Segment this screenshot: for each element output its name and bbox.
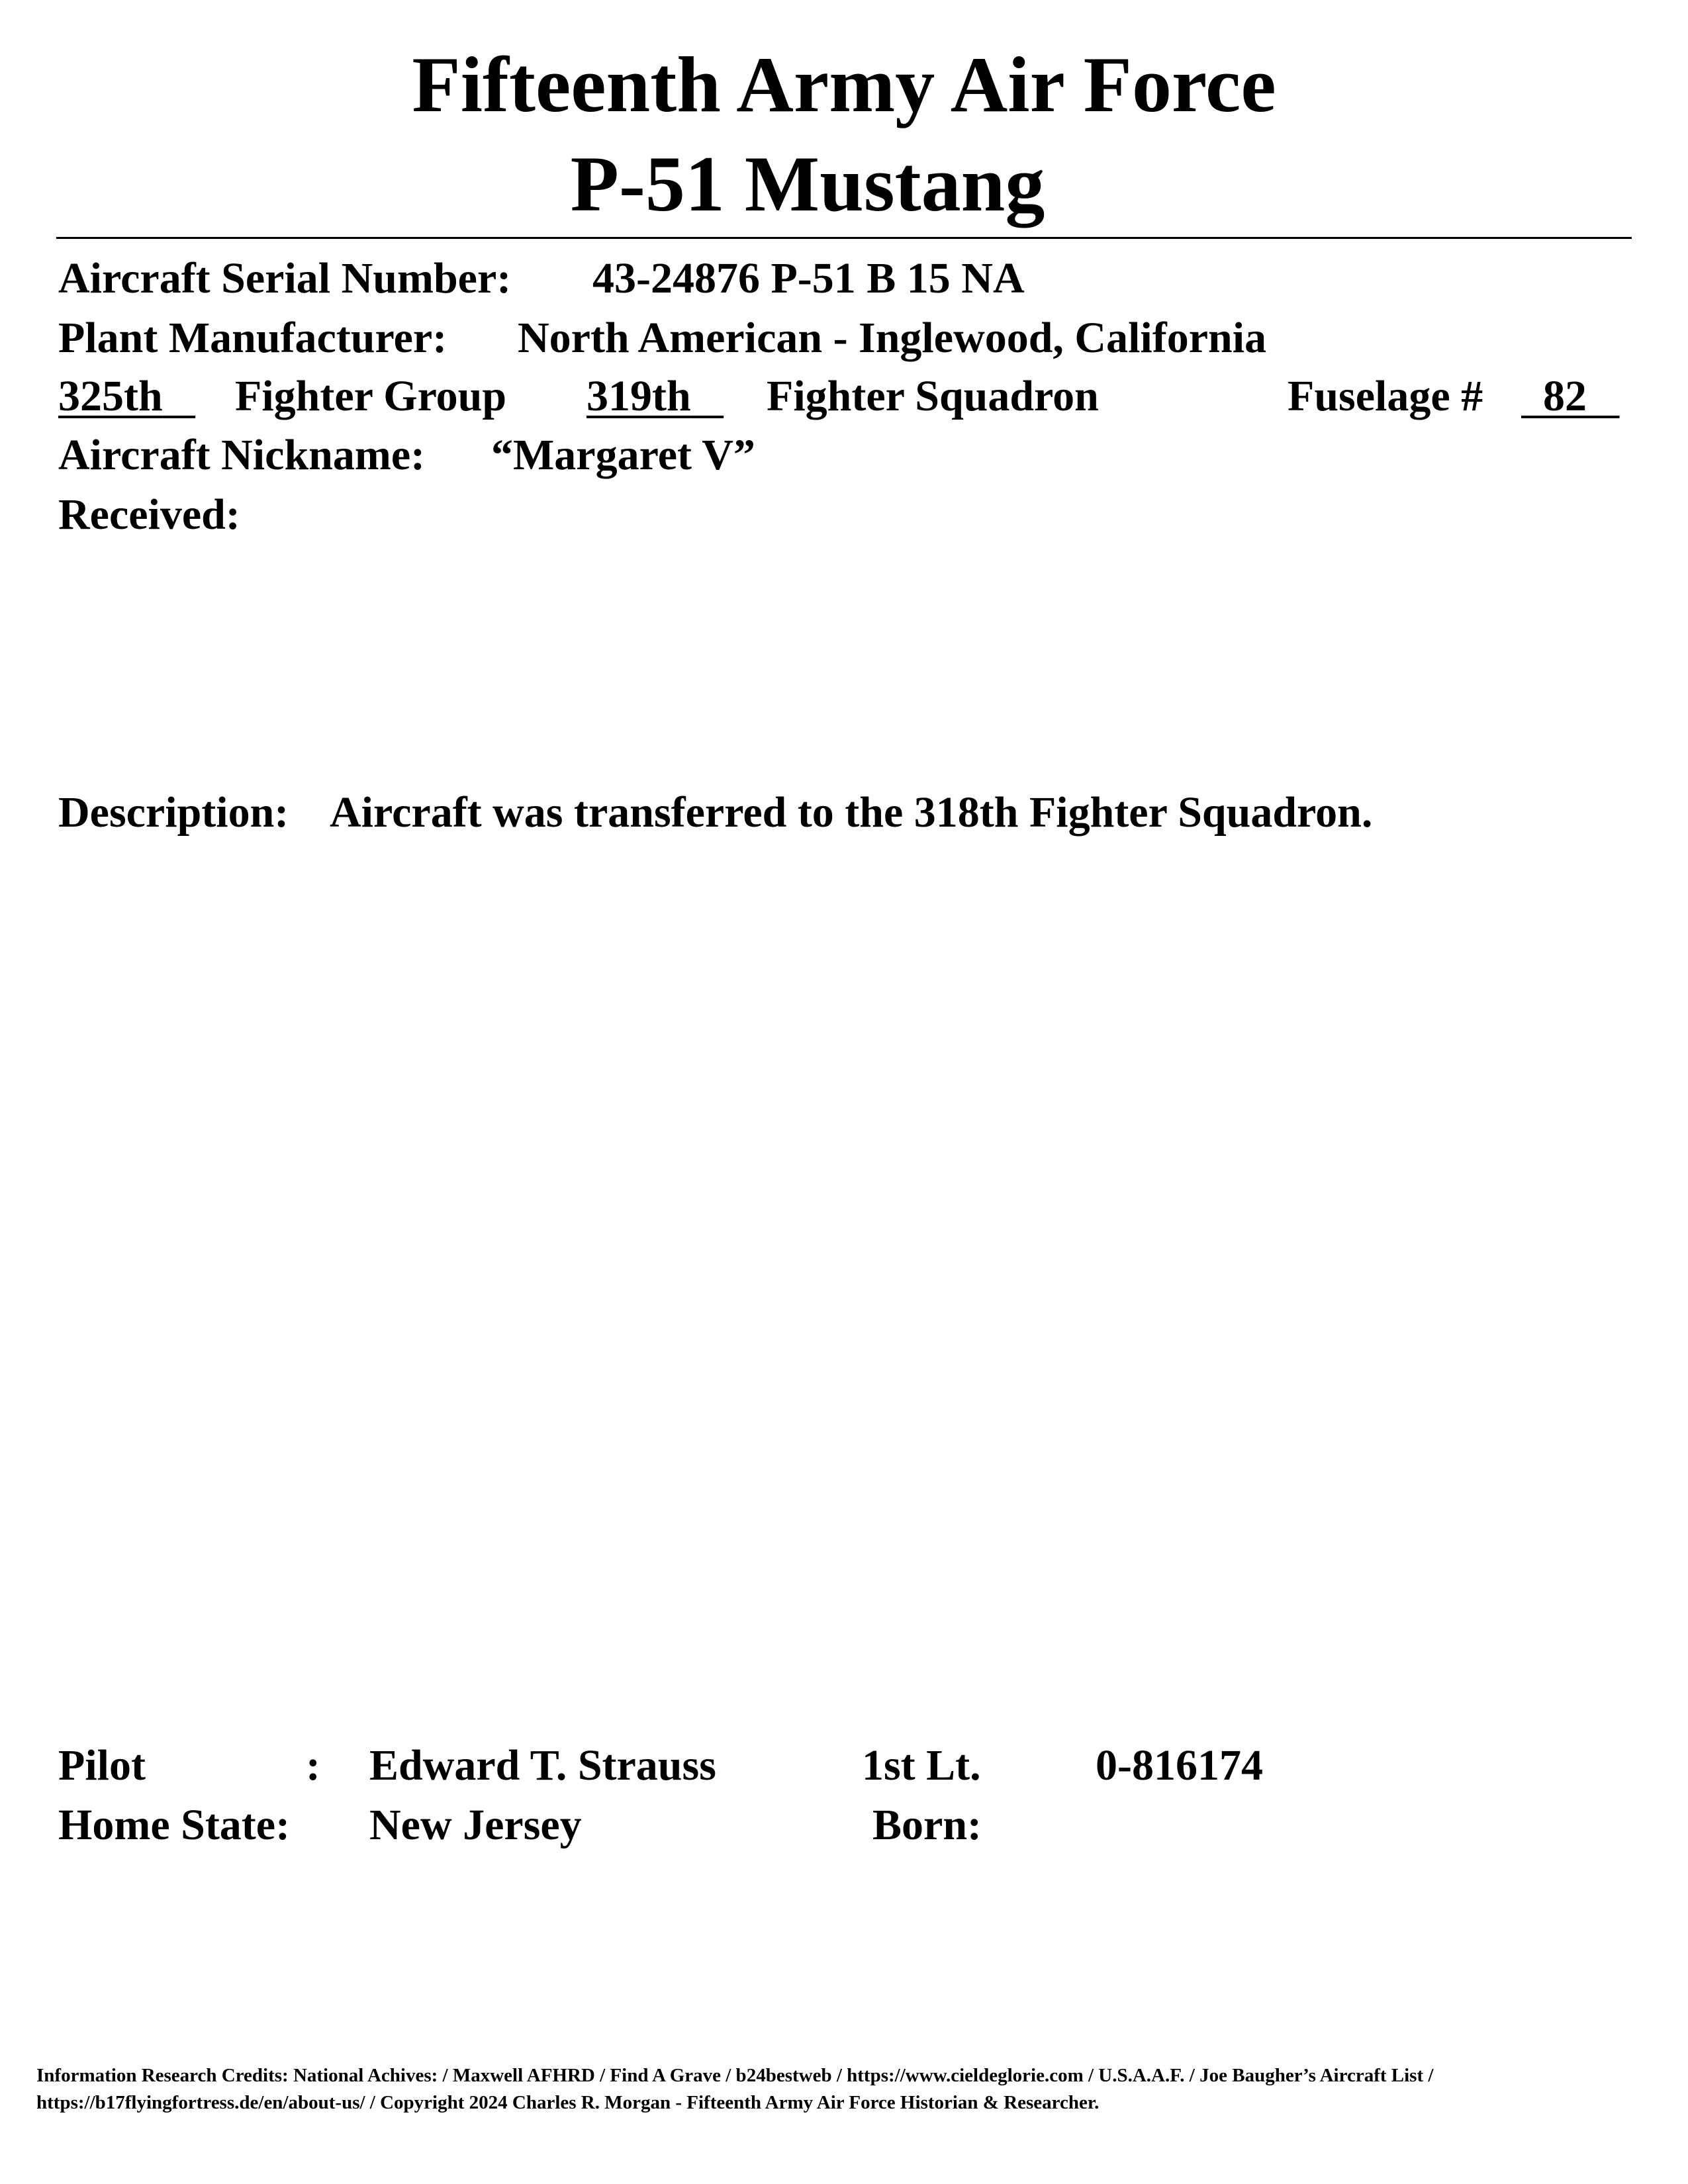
home-state-label: Home State:	[58, 1801, 291, 1849]
page-title: Fifteenth Army Air Force	[412, 40, 1276, 128]
credits-line-1: Information Research Credits: National Achives: / Maxwell AFHRD / Find A Grave / b24bestweb / https://www.cieldeglorie.com / U.S.A.A.F. / Joe Baugher’s Aircraft List /	[36, 2065, 1434, 2086]
fuselage-label: Fuselage #	[1288, 372, 1483, 420]
title-divider	[56, 237, 1632, 239]
pilot-rank: 1st Lt.	[862, 1741, 981, 1790]
pilot-serial: 0-816174	[1096, 1741, 1263, 1790]
born-label: Born:	[872, 1801, 982, 1849]
fuselage-field	[1521, 372, 1620, 420]
fighter-group-label: Fighter Group	[235, 372, 507, 420]
serial-number-value: 43-24876 P-51 B 15 NA	[592, 254, 1025, 302]
nickname-value: “Margaret V”	[491, 431, 755, 479]
pilot-colon: :	[306, 1741, 320, 1790]
fuselage-value: 82	[1543, 372, 1587, 420]
received-label: Received:	[58, 490, 240, 539]
pilot-name: Edward T. Strauss	[369, 1741, 716, 1790]
pilot-label: Pilot	[58, 1741, 146, 1790]
serial-number-label: Aircraft Serial Number:	[58, 254, 512, 302]
nickname-label: Aircraft Nickname:	[58, 431, 426, 479]
fighter-squadron-label: Fighter Squadron	[767, 372, 1099, 420]
credits-line-2: https://b17flyingfortress.de/en/about-us/ / Copyright 2024 Charles R. Morgan - Fifteenth Army Air Force Historian & Researcher.	[36, 2092, 1100, 2113]
description-label: Description:	[58, 788, 289, 837]
fighter-group-field	[58, 372, 195, 420]
manufacturer-label: Plant Manufacturer:	[58, 314, 447, 362]
fighter-squadron-field	[586, 372, 724, 420]
fighter-group-value: 325th	[58, 372, 163, 420]
home-state-value: New Jersey	[369, 1801, 582, 1849]
page-subtitle: P-51 Mustang	[570, 140, 1045, 228]
manufacturer-value: North American - Inglewood, California	[518, 314, 1267, 362]
description-text: Aircraft was transferred to the 318th Fighter Squadron.	[330, 788, 1373, 837]
fighter-squadron-value: 319th	[586, 372, 691, 420]
